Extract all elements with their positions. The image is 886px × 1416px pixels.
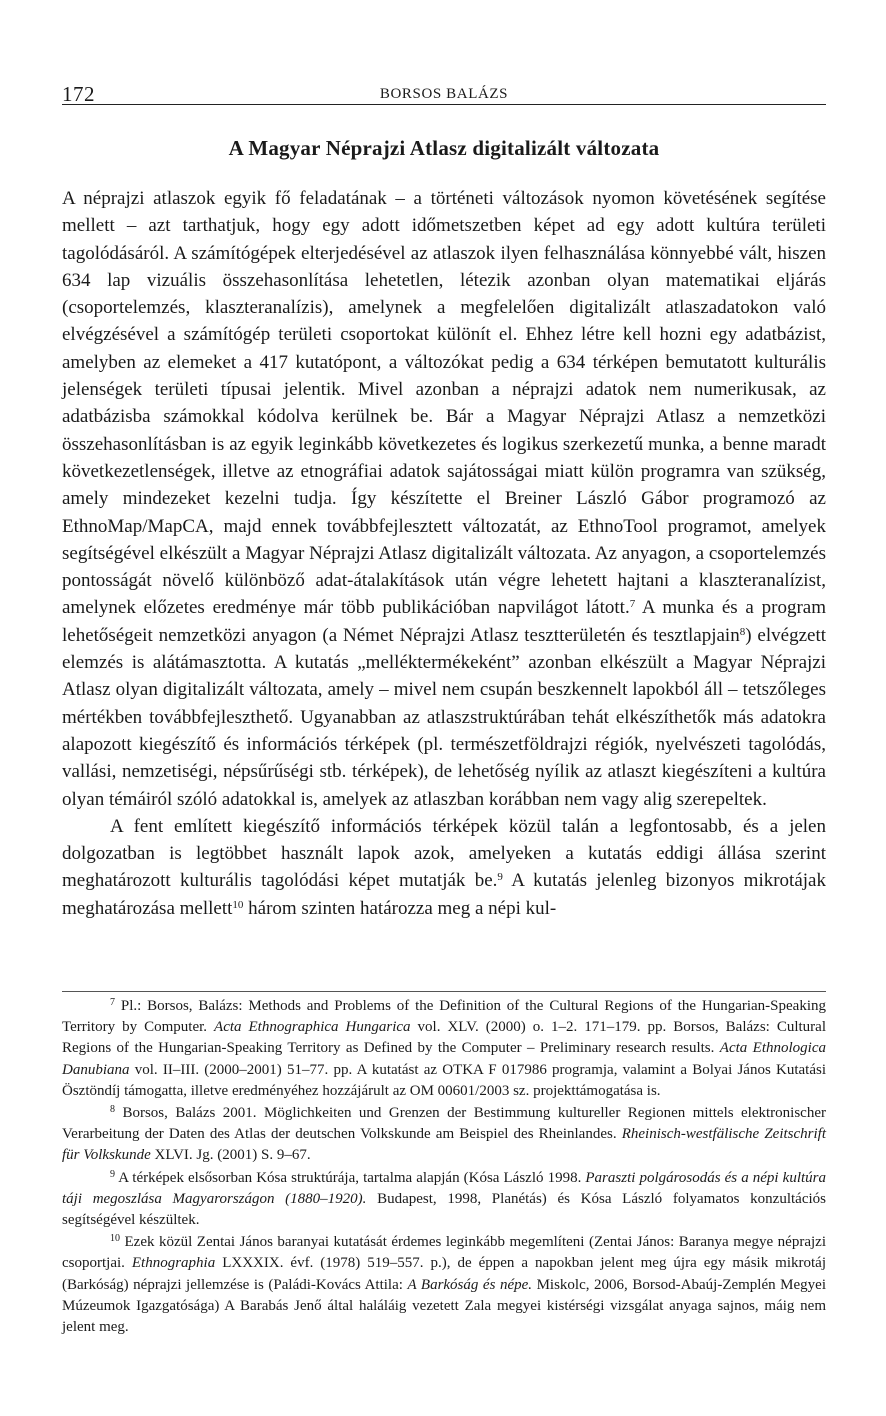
page-header (62, 82, 826, 105)
paragraph: A fent említett kiegészítő információs térképek közül talán a legfontosabb, és a jelen dolgozatban is legtöbbet használt lapok azok, amelyeken a kutatás eddigi állása szerint meghatározott kulturális tagolódási képet mutatják be.$^9$ A kutatás jelenleg bizonyos mikrotájak meghatározása mellett$^{10}$ három szinten határozza meg a népi kul- (62, 815, 826, 919)
footnote-ref[interactable]: 8 (739, 625, 746, 638)
footnote-number: 7 (110, 997, 115, 1008)
footnote: $^9$ A térképek elsősorban Kósa struktúrája, tartalma alapján (Kósa László 1998. Paraszti polgárosodás és a népi kultúra táji megoszlása Magyarországon (1880–1920). Budapest, 1998, Planétás) és Kósa László folyamatos konzultációs segítségével készültek. (62, 1168, 826, 1229)
page-number: 172 (62, 82, 95, 106)
footnote-ref[interactable]: 9 (497, 871, 503, 884)
footnote-number: 8 (110, 1104, 115, 1116)
running-head: BORSOS BALÁZS (379, 86, 509, 102)
footnote-ref[interactable]: 7 (629, 598, 636, 611)
footnotes (62, 996, 826, 1339)
footnote-number: 9 (110, 1168, 115, 1180)
paragraph: A néprajzi atlaszok egyik fő feladatának – a történeti változások nyomon követésének segítése mellett – azt tarthatjuk, hogy egy adott időmetszetben képet ad egy adott kultúra területi tagolódásáról. A számítógépek elterjedésével az atlaszok ilyen felhasználása könnyebbé vált, hiszen 634 lap vizuális összehasonlítása lehetetlen, létezik azonban olyan matematikai eljárás (csoportelemzés, klaszteranalízis), amelynek a megfelelően digitalizált atlaszadatokon való elvégzésével a számítógép területi csoportokat különít el. Ehhez létre kell hozni egy adatbázist, amelyben az elemeket a 417 kutatópont, a változókat pedig a 634 térképen bemutatott kulturális jelenségek területi típusai jelentik. Mivel azonban a néprajzi adatok nem numerikusak, az adatbázisba számokkal kódolva kerülnek be. Bár a Magyar Néprajzi Atlasz a nemzetközi összehasonlításban is az egyik leginkább következetes és logikus szerkezetű munka, a benne maradt következetlenségek, illetve az etnográfiai adatok sajátosságai miatt külön programra van szükség, amely mindezeket kezelni tudja. Így készítette el Breiner László Gábor programozó az EthnoMap/MapCA, majd ennek továbbfejlesztett változatát, az EthnoTool programot, amelyek segítségével elkészült a Magyar Néprajzi Atlasz digitalizált változata. Az anyagon, a csoportelemzés pontosságát növelő különböző adat-átalakítások után végre lehetett hajtani a klaszteranalízist, amelynek előzetes eredménye már több publikációban napvilágot látott.$^7$ A munka és a program lehetőségeit nemzetközi anyagon (a Német Néprajzi Atlasz tesztterületén és tesztlapjain$^8$) elvégzett elemzés is alátámasztotta. A kutatás „melléktermékeként” azonban elkészült a Magyar Néprajzi Atlasz olyan digitalizált változata, amely – mivel nem csupán beszkennelt lapokból áll – tetszőleges mértékben továbbfejleszthető. Ugyanabban az atlaszstruktúrában tehát elkészíthetők más adatokra alapozott kiegészítő és információs térképek (pl. természetföldrajzi régiók, nyelvészeti tagolódás, vallási, nemzetiségi, népsűrűségi stb. térképek), de lehetőség nyílik az atlaszt kiegészíteni a kultúra olyan témáiról szóló adatokkal is, amelyek az atlaszban korábban nem vagy alig szerepeltek. (62, 188, 826, 810)
footnote-number: 10 (110, 1233, 120, 1245)
footnote: $^8$ Borsos, Balázs 2001. Möglichkeiten und Grenzen der Bestimmung kultureller Regionen mittels elektronischer Verarbeitung der Daten des Atlas der deutschen Volkskunde am Beispiel des Rheinlandes. Rheinisch-westfälische Zeitschrift für Volkskunde XLVI. Jg. (2001) S. 9–67. (62, 1104, 826, 1164)
body-text (62, 185, 826, 922)
footnote-divider (62, 991, 826, 992)
footnote: $^7$ Pl.: Borsos, Balázs: Methods and Problems of the Definition of the Cultural Regions of the Hungarian-Speaking Territory by Computer. Acta Ethnographica Hungarica vol. XLV. (2000) o. 1–2. 171–179. pp. Borsos, Balázs: Cultural Regions of the Hungarian-Speaking Territory as Defined by the Computer – Preliminary research results. Acta Ethnologica Danubiana vol. II–III. (2000–2001) 51–77. pp. A kutatást az OTKA F 017986 programja, valamint a Bolyai János Kutatási Ösztöndíj támogatta, illetve eredményéhez hozzájárult az OM 00601/2003 sz. projekttámogatása is. (62, 997, 826, 1099)
footnote: $^{10}$ Ezek közül Zentai János baranyai kutatását érdemes leginkább megemlíteni (Zentai János: Baranya megye néprajzi csoportjai. Ethnographia LXXXIX. évf. (1978) 519–557. p.), de éppen a napokban jelent meg újra egy másik mikrotáj (Barkóság) néprajzi jellemzése is (Paládi-Kovács Attila: A Barkóság és népe. Miskolc, 2006, Borsod-Abaúj-Zemplén Megyei Múzeumok Igazgatósága) A Barabás Jenő által haláláig vezetett Zala megyei kistérségi vizsgálat anyaga sajnos, máig nem jelent meg. (62, 1233, 826, 1336)
footnote-ref[interactable]: 10 (232, 898, 244, 911)
section-title: A Magyar Néprajzi Atlasz digitalizált változata (228, 136, 660, 160)
